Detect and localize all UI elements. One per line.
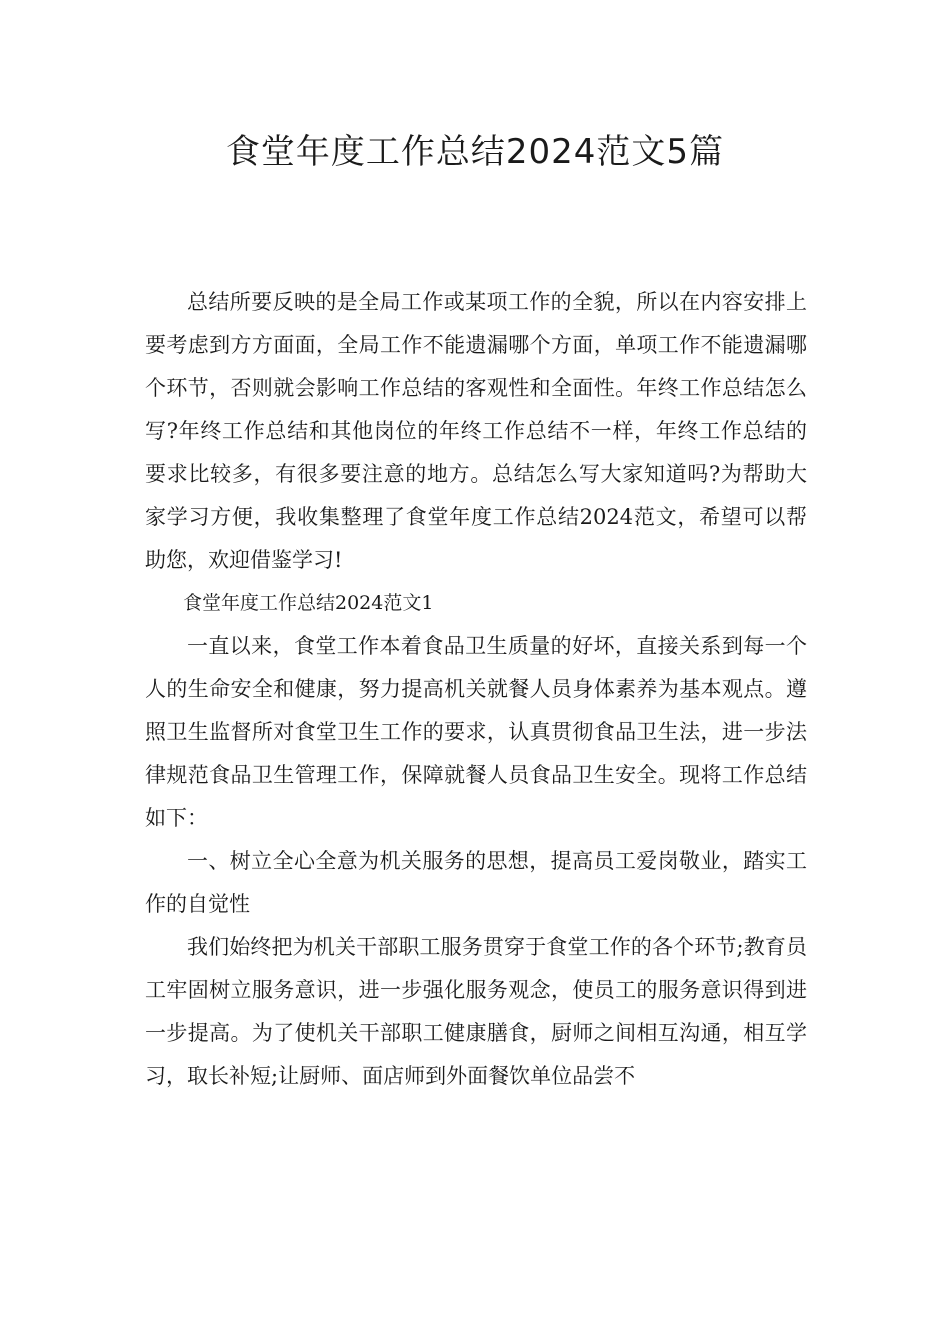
section-heading: 食堂年度工作总结2024范文1 [183,592,434,614]
body-paragraph: 一直以来，食堂工作本着食品卫生质量的好坏，直接关系到每一个人的生命安全和健康，努力提高机关就餐人员身体素养为基本观点。遵照卫生监督所对食堂卫生工作的要求，认真贯彻食品卫生法，进一步法律规范食品卫生管理工作，保障就餐人员食品卫生安全。现将工作总结如下： [145,634,807,830]
intro-paragraph: 总结所要反映的是全局工作或某项工作的全貌，所以在内容安排上要考虑到方方面面，全局工作不能遗漏哪个方面，单项工作不能遗漏哪个环节，否则就会影响工作总结的客观性和全面性。年终工作总结怎么写?年终工作总结和其他岗位的年终工作总结不一样，年终工作总结的要求比较多，有很多要注意的地方。总结怎么写大家知道吗?为帮助大家学习方便，我收集整理了食堂年度工作总结2024范文，希望可以帮助您，欢迎借鉴学习! [145,290,807,572]
subsection-heading: 一、树立全心全意为机关服务的思想，提高员工爱岗敬业，踏实工作的自觉性 [145,849,807,916]
document-body [145,281,807,1098]
document-title: 食堂年度工作总结2024范文5篇 [225,132,725,172]
body-paragraph: 我们始终把为机关干部职工服务贯穿于食堂工作的各个环节;教育员工牢固树立服务意识，进一步强化服务观念，使员工的服务意识得到进一步提高。为了使机关干部职工健康膳食，厨师之间相互沟通，相互学习，取长补短;让厨师、面店师到外面餐饮单位品尝不 [145,935,807,1088]
